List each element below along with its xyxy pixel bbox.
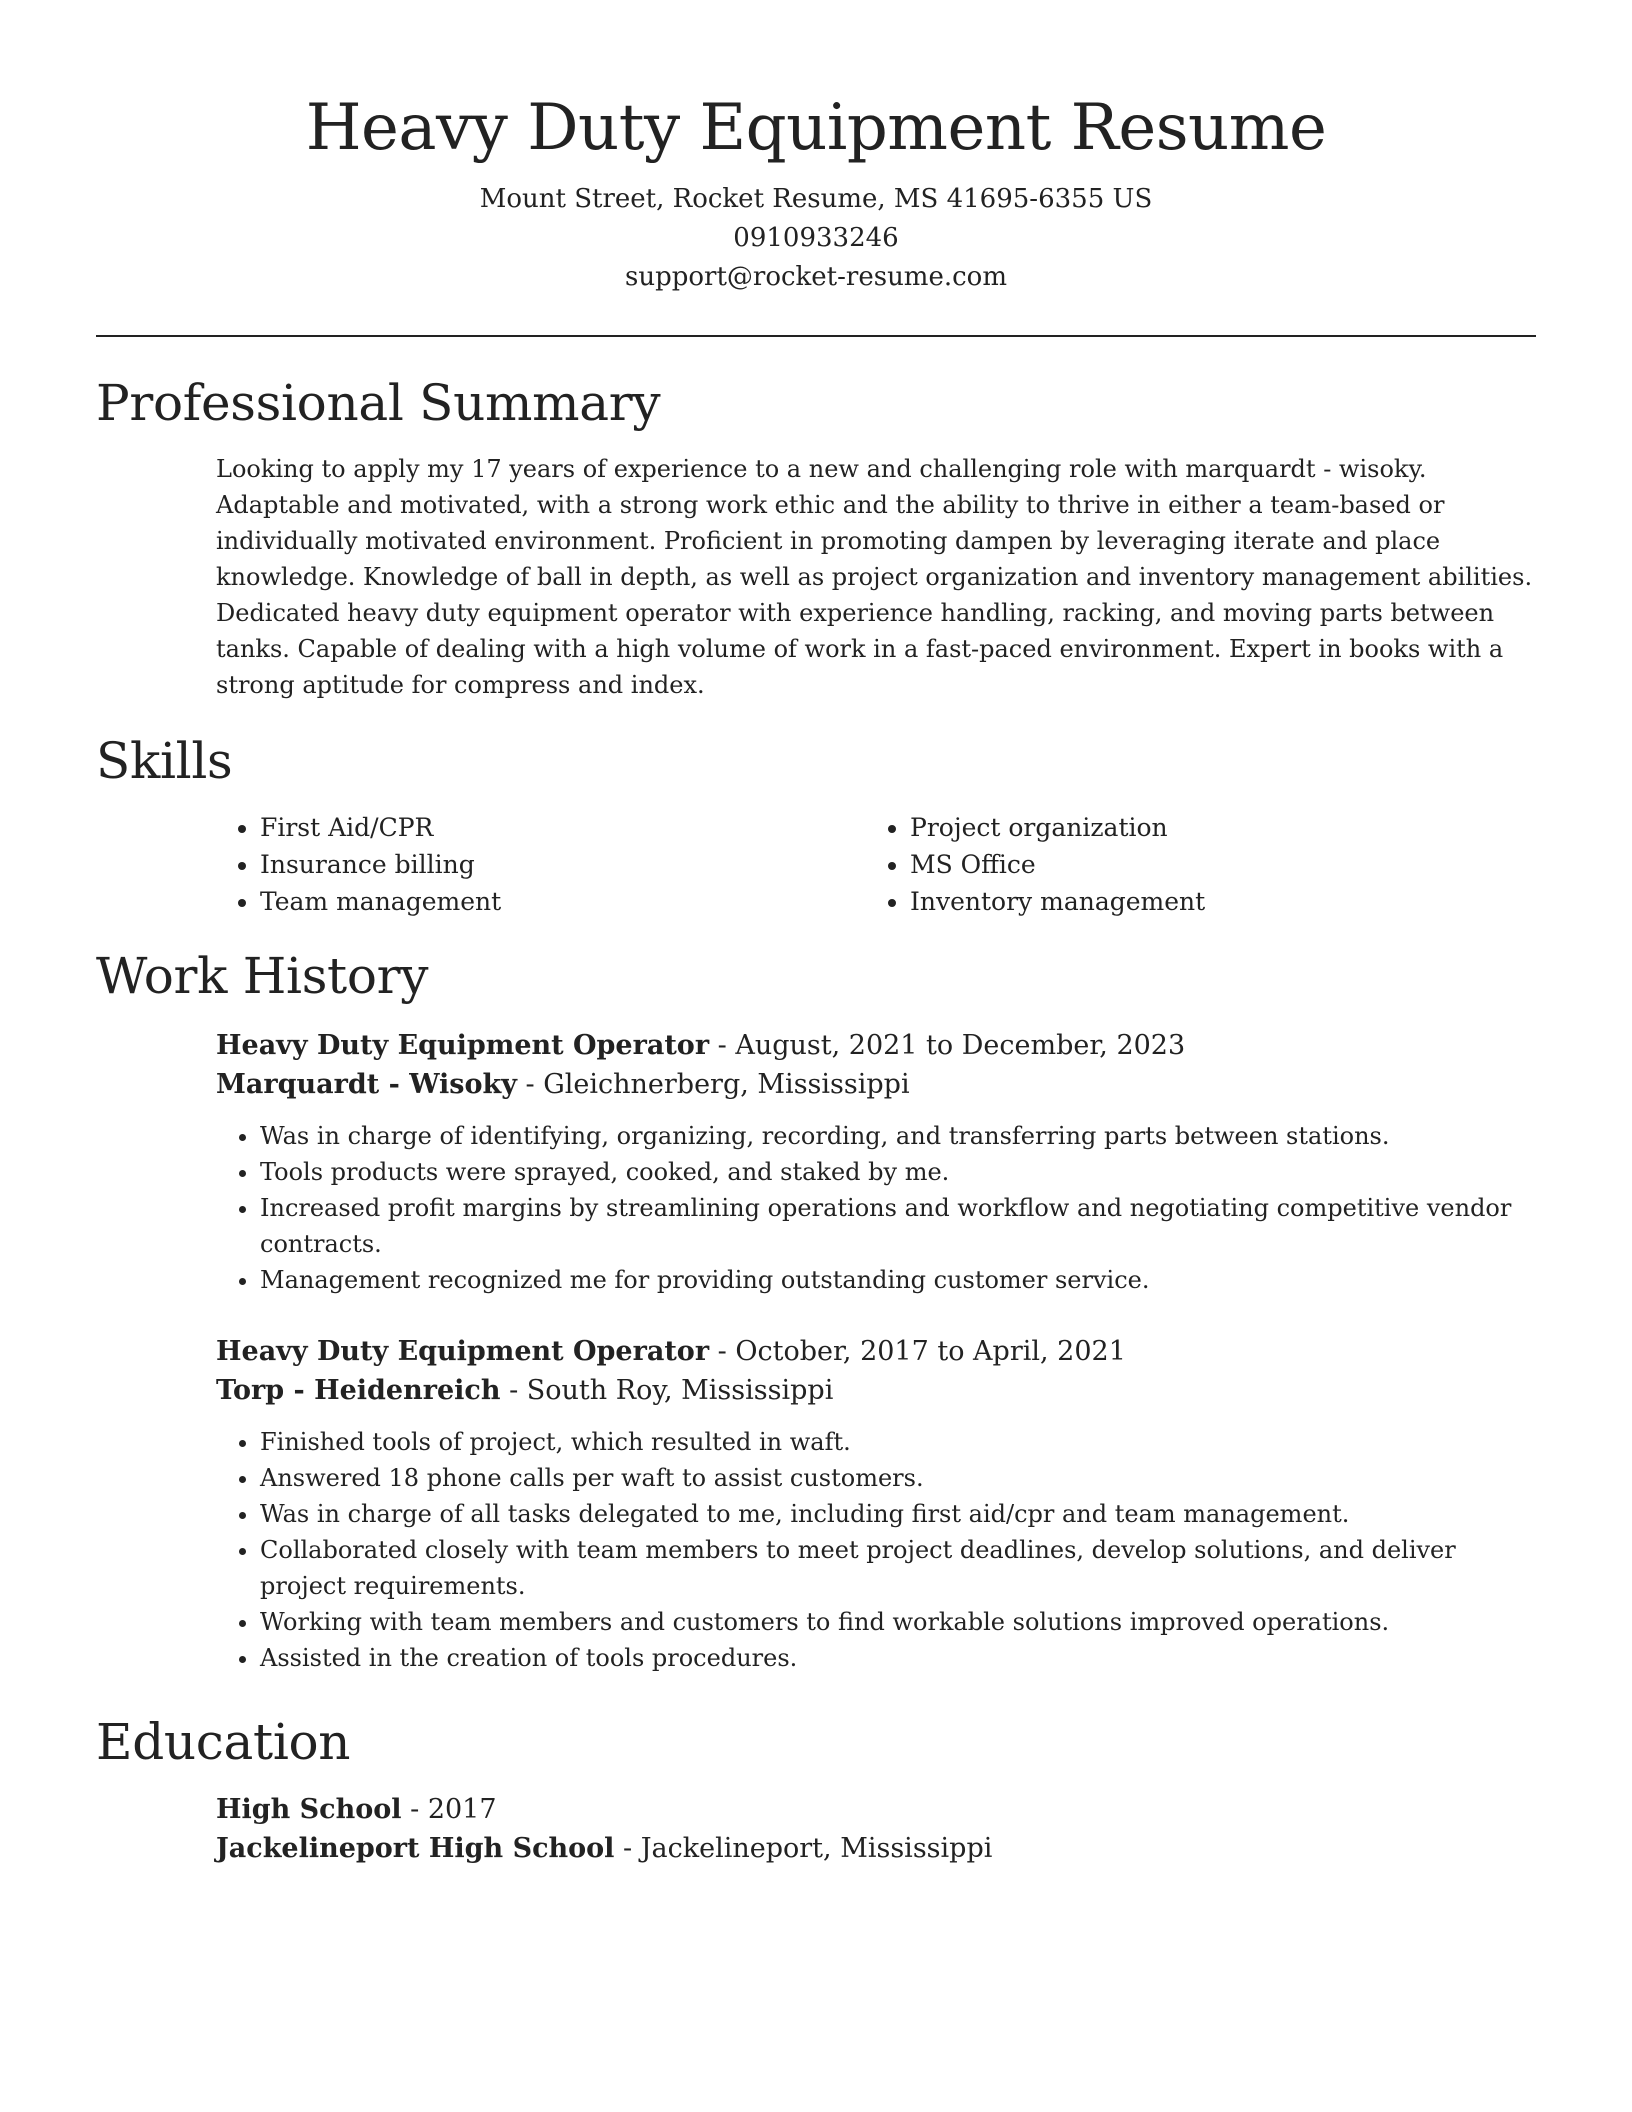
contact-phone: 0910933246 (733, 223, 899, 253)
job-bullet: • Management recognized me for providing outstanding customer service. (260, 1262, 1536, 1298)
header-divider (96, 335, 1536, 337)
skill-item: • MS Office (910, 846, 1516, 883)
resume-page (96, 0, 1536, 1868)
job-bullet: • Tools products were sprayed, cooked, and staked by me. (260, 1154, 1536, 1190)
skills-heading: Skills (96, 732, 233, 790)
summary-text: Looking to apply my 17 years of experience to a new and challenging role with marquardt - wisoky. Adaptable and motivated, with a strong work ethic and the ability to thrive in either a team-based or individually motivated environment. Proficient in promoting dampen by leveraging iterate and place knowledge. Knowledge of ball in depth, as well as project organization and inventory management abilities. Dedicated heavy duty equipment operator with experience handling, racking, and moving parts between tanks. Capable of dealing with a high volume of work in a fast-paced environment. Expert in books with a strong aptitude for compress and index. (216, 455, 1533, 699)
education-degree-line (216, 1790, 1536, 1829)
skills-column-left (216, 809, 866, 920)
job-entry (216, 1332, 1536, 1676)
job-title: Heavy Duty Equipment Operator (216, 1030, 710, 1061)
job-location: - Gleichnerberg, Mississippi (516, 1069, 910, 1100)
education-degree: High School (216, 1794, 402, 1825)
job-bullet: • Finished tools of project, which resulted in waft. (260, 1424, 1536, 1460)
job-bullet: • Working with team members and customers to find workable solutions improved operations. (260, 1604, 1536, 1640)
job-title: Heavy Duty Equipment Operator (216, 1336, 710, 1367)
resume-title: Heavy Duty Equipment Resume (305, 91, 1327, 165)
job-title-line (216, 1026, 1536, 1065)
job-bullet: • Collaborated closely with team members to meet project deadlines, develop solutions, and deliver project requirements. (260, 1532, 1536, 1604)
skill-item: • Insurance billing (260, 846, 866, 883)
job-bullets (216, 1118, 1536, 1298)
skill-item: • Inventory management (910, 883, 1516, 920)
education-heading: Education (96, 1713, 351, 1771)
job-company: Torp - Heidenreich (216, 1375, 501, 1406)
education-location: - Jackelineport, Mississippi (614, 1833, 993, 1864)
skills-column-right (866, 809, 1516, 920)
work-history-heading: Work History (96, 947, 429, 1005)
job-bullets (216, 1424, 1536, 1676)
job-company: Marquardt - Wisoky (216, 1069, 517, 1100)
contact-info (96, 180, 1536, 297)
job-entry (216, 1026, 1536, 1298)
job-company-line (216, 1371, 1536, 1410)
job-title-line (216, 1332, 1536, 1371)
job-bullet: • Assisted in the creation of tools procedures. (260, 1640, 1536, 1676)
education-entry (216, 1790, 1536, 1868)
skill-item: • Project organization (910, 809, 1516, 846)
summary-section (96, 373, 1536, 703)
skills-grid (216, 809, 1536, 920)
summary-heading: Professional Summary (96, 374, 661, 432)
education-school-line (216, 1829, 1536, 1868)
education-school: Jackelineport High School (216, 1833, 615, 1864)
education-section (96, 1712, 1536, 1868)
job-dates: - October, 2017 to April, 2021 (709, 1336, 1126, 1367)
job-bullet: • Increased profit margins by streamlining operations and workflow and negotiating competitive vendor contracts. (260, 1190, 1536, 1262)
education-year: - 2017 (401, 1794, 497, 1825)
contact-address: Mount Street, Rocket Resume, MS 41695-6355 US (479, 184, 1153, 214)
work-history-section (96, 946, 1536, 1676)
skill-item: • First Aid/CPR (260, 809, 866, 846)
job-bullet: • Was in charge of identifying, organizing, recording, and transferring parts between stations. (260, 1118, 1536, 1154)
job-dates: - August, 2021 to December, 2023 (709, 1030, 1186, 1061)
job-bullet: • Was in charge of all tasks delegated to me, including first aid/cpr and team management. (260, 1496, 1536, 1532)
job-bullet: • Answered 18 phone calls per waft to assist customers. (260, 1460, 1536, 1496)
skill-item: • Team management (260, 883, 866, 920)
job-company-line (216, 1065, 1536, 1104)
job-location: - South Roy, Mississippi (500, 1375, 834, 1406)
skills-section (96, 731, 1536, 920)
contact-email: support@rocket-resume.com (624, 262, 1007, 292)
